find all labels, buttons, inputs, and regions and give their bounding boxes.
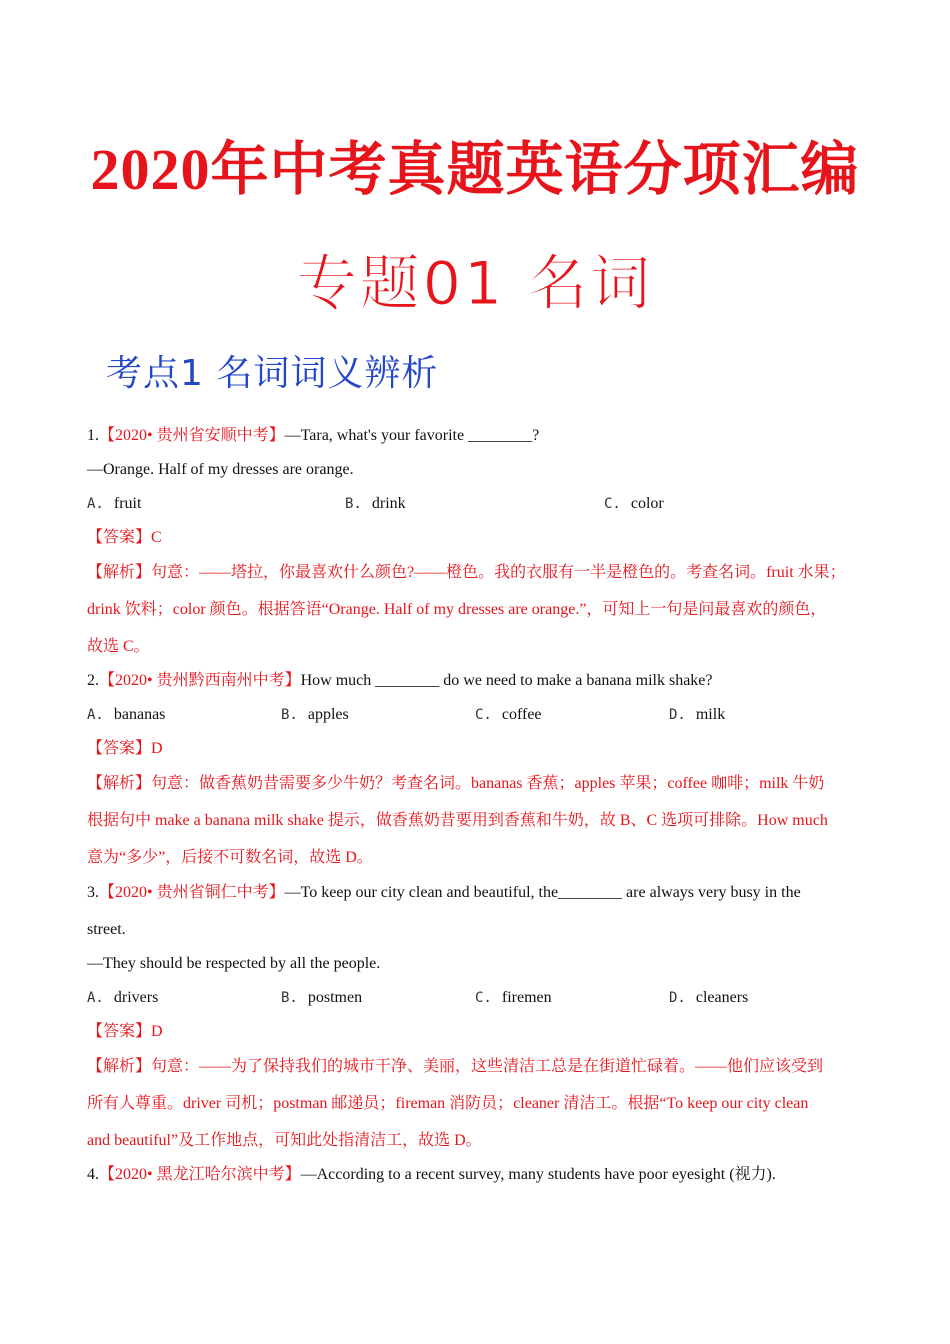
question-reply: —They should be respected by all the people. <box>87 955 381 972</box>
option-d: D. cleaners <box>669 989 749 1006</box>
question-number: 3. <box>87 884 99 901</box>
answer: 【答案】D <box>87 740 163 757</box>
analysis-line: drink 饮料；color 颜色。根据答语“Orange. Half of my dresses are orange.”，可知上一句是问最喜欢的颜色， <box>87 601 827 618</box>
analysis-line: 根据句中 make a banana milk shake 提示，做香蕉奶昔要用到香蕉和牛奶，故 B、C 选项可排除。How much <box>87 812 828 829</box>
analysis-line: 故选 C。 <box>87 638 150 655</box>
answer: 【答案】D <box>87 1023 163 1040</box>
question-text: —Tara, what's your favorite ________? <box>284 427 540 444</box>
question-stem <box>87 426 539 446</box>
question-stem <box>87 671 713 691</box>
option-a: A. drivers <box>87 989 159 1006</box>
option-c: C. color <box>604 495 664 512</box>
question-number: 1. <box>87 427 99 444</box>
option-a: A. bananas <box>87 706 166 723</box>
question-number: 4. <box>87 1166 99 1183</box>
analysis-line: 【解析】句意：做香蕉奶昔需要多少牛奶？考查名词。bananas 香蕉；apples 苹果；coffee 咖啡；milk 牛奶 <box>87 775 825 792</box>
option-c: C. firemen <box>475 989 552 1006</box>
question-text: —According to a recent survey, many students have poor eyesight (视力). <box>300 1166 776 1183</box>
source-tag: 【2020• 贵州省铜仁中考】 <box>99 884 285 901</box>
answer: 【答案】C <box>87 529 162 546</box>
option-d: D. milk <box>669 706 726 723</box>
section-heading: 考点1 名词词义辨析 <box>106 353 439 394</box>
analysis-line: 【解析】句意：——塔拉，你最喜欢什么颜色?——橙色。我的衣服有一半是橙色的。考查名词。fruit 水果； <box>87 564 846 581</box>
question-text: How much ________ do we need to make a banana milk shake? <box>300 672 713 689</box>
question-number: 2. <box>87 672 99 689</box>
option-b: B. postmen <box>281 989 363 1006</box>
source-tag: 【2020• 贵州黔西南州中考】 <box>99 672 301 689</box>
analysis-line: 意为“多少”，后接不可数名词，故选 D。 <box>87 849 373 866</box>
option-a: A. fruit <box>87 495 142 512</box>
question-stem <box>87 1165 776 1185</box>
question-text-continued: street. <box>87 921 126 938</box>
source-tag: 【2020• 贵州省安顺中考】 <box>99 427 285 444</box>
analysis-line: 【解析】句意：——为了保持我们的城市干净、美丽，这些清洁工总是在街道忙碌着。——他们应该受到 <box>87 1058 824 1075</box>
question-reply: —Orange. Half of my dresses are orange. <box>87 461 354 478</box>
analysis-line: 所有人尊重。driver 司机；postman 邮递员；fireman 消防员；cleaner 清洁工。根据“To keep our city clean <box>87 1095 809 1112</box>
question-stem <box>87 883 801 903</box>
document-subtitle: 专题01 名词 <box>296 249 654 319</box>
source-tag: 【2020• 黑龙江哈尔滨中考】 <box>99 1166 301 1183</box>
option-b: B. apples <box>281 706 349 723</box>
question-text: —To keep our city clean and beautiful, the________ are always very busy in the <box>284 884 801 901</box>
option-c: C. coffee <box>475 706 542 723</box>
analysis-line: and beautiful”及工作地点，可知此处指清洁工，故选 D。 <box>87 1132 482 1149</box>
option-b: B. drink <box>345 495 406 512</box>
document-title: 2020年中考真题英语分项汇编 <box>90 137 860 202</box>
